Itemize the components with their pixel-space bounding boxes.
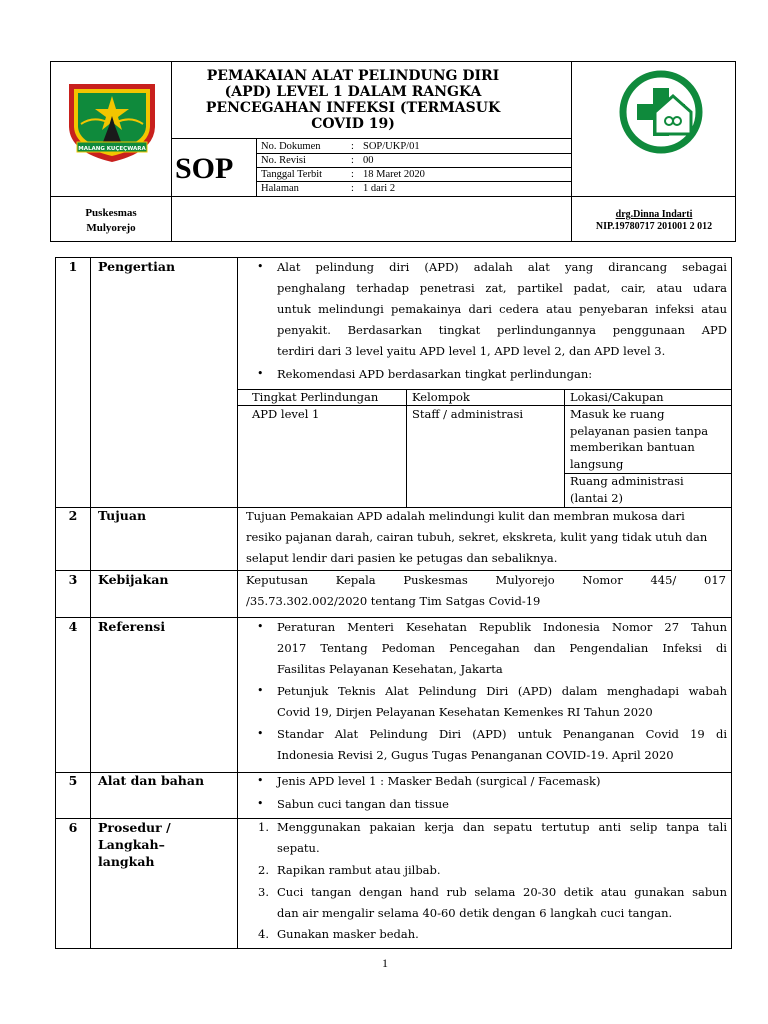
inner-table-cell: APD level 1 <box>252 407 320 421</box>
bullet: • <box>257 684 264 697</box>
label-line: Prosedur / <box>98 820 171 835</box>
section-label-tujuan: Tujuan <box>98 508 147 523</box>
section-label-alat-bahan: Alat dan bahan <box>98 773 205 788</box>
meta-key: No. Revisi <box>261 155 306 166</box>
reference-item <box>277 724 727 766</box>
paragraph-line: dan air mengalir selama 40-60 detik dengan 6 langkah cuci tangan. <box>277 906 673 920</box>
paragraph-line: penghalang terhadap penetrasi zat, partikel padat, cair, atau udara <box>277 281 727 295</box>
page-number: 1 <box>382 956 388 970</box>
section-label-prosedur <box>98 819 171 870</box>
city-logo-motto: MALANG KUÇEÇWARA <box>78 146 146 152</box>
meta-key: No. Dokumen <box>261 141 321 152</box>
pengertian-paragraph <box>277 257 727 362</box>
signer-nip: NIP.19780717 201001 2 012 <box>595 221 713 232</box>
meta-colon: : <box>351 155 354 166</box>
document-title <box>173 68 533 132</box>
puskesmas-logo <box>617 68 707 156</box>
bullet: • <box>257 774 264 787</box>
meta-key: Halaman <box>261 183 299 194</box>
tujuan-paragraph <box>246 506 726 569</box>
step-number: 3. <box>258 885 269 899</box>
paragraph-line: Fasilitas Pelayanan Kesehatan, Jakarta <box>277 662 503 676</box>
title-line: PENCEGAHAN INFEKSI (TERMASUK <box>205 100 501 116</box>
reference-item <box>277 681 727 723</box>
meta-value: 1 dari 2 <box>363 183 396 194</box>
inner-table-header: Tingkat Perlindungan <box>252 390 379 404</box>
section-number: 3 <box>68 572 78 587</box>
paragraph-line: Peraturan Menteri Kesehatan Republik Indonesia Nomor 27 Tahun <box>277 620 727 634</box>
cell-line: Ruang administrasi <box>570 474 684 488</box>
meta-key: Tanggal Terbit <box>261 169 323 180</box>
cell-line: pelayanan pasien tanpa <box>570 423 709 438</box>
header-divider <box>51 196 736 197</box>
sop-content-table <box>55 257 732 949</box>
paragraph-line: 2017 Tentang Pedoman Pencegahan dan Pengendalian Infeksi di <box>277 641 727 655</box>
section-number: 5 <box>68 773 78 788</box>
meta-row-revision <box>257 153 579 168</box>
inner-table-header: Lokasi/Cakupan <box>570 390 664 404</box>
meta-value: SOP/UKP/01 <box>363 141 420 152</box>
bullet: • <box>257 797 264 810</box>
paragraph-line: Indonesia Revisi 2, Gugus Tugas Penanganan COVID-19. April 2020 <box>277 748 674 762</box>
cell-line: langsung <box>570 456 624 471</box>
rekomendasi-text: Rekomendasi APD berdasarkan tingkat perlindungan: <box>277 367 593 381</box>
paragraph-line: Petunjuk Teknis Alat Pelindung Diri (APD) dalam menghadapi wabah <box>277 684 727 698</box>
signer-block <box>571 209 737 233</box>
section-number: 6 <box>68 820 78 835</box>
section-number: 1 <box>68 259 78 274</box>
section-label-referensi: Referensi <box>98 619 166 634</box>
procedure-step <box>277 817 727 859</box>
label-line: Langkah– <box>98 837 165 852</box>
paragraph-line: resiko pajanan darah, cairan tubuh, sekret, ekskreta, kulit yang tidak utuh dan <box>246 530 708 544</box>
meta-colon: : <box>351 169 354 180</box>
paragraph-line: selaput lendir dari pasien ke petugas dan sebaliknya. <box>246 551 558 565</box>
paragraph-line: sepatu. <box>277 841 320 855</box>
meta-row-document-number <box>257 139 579 154</box>
section-number: 4 <box>68 619 78 634</box>
reference-item <box>277 617 727 680</box>
procedure-step: Gunakan masker bedah. <box>277 927 419 941</box>
bullet: • <box>257 620 264 633</box>
tool-item: Jenis APD level 1 : Masker Bedah (surgical / Facemask) <box>277 774 601 788</box>
signer-name: drg.Dinna Indarti <box>615 209 693 220</box>
section-number: 2 <box>68 508 78 523</box>
paragraph-line: Standar Alat Pelindung Diri (APD) untuk Penanganan Covid 19 di <box>277 727 727 741</box>
org-line: Puskesmas <box>85 207 137 219</box>
city-logo <box>63 76 161 164</box>
header-divider <box>171 62 172 242</box>
meta-colon: : <box>351 141 354 152</box>
bullet: • <box>257 260 264 273</box>
step-number: 2. <box>258 863 269 877</box>
bullet: • <box>257 367 264 380</box>
paragraph-line: terdiri dari 3 level yaitu APD level 1, APD level 2, dan APD level 3. <box>277 344 666 358</box>
paragraph-line: Covid 19, Dirjen Pelayanan Kesehatan Kemenkes RI Tahun 2020 <box>277 705 653 719</box>
inner-table-divider <box>406 389 407 507</box>
title-line: (APD) LEVEL 1 DALAM RANGKA <box>224 84 482 100</box>
inner-table-cell <box>570 406 708 472</box>
meta-row-page <box>257 181 579 196</box>
meta-value: 18 Maret 2020 <box>363 169 425 180</box>
organization-name <box>51 206 171 236</box>
label-line: langkah <box>98 854 155 869</box>
bullet: • <box>257 727 264 740</box>
meta-colon: : <box>351 183 354 194</box>
paragraph-line: Tujuan Pemakaian APD adalah melindungi kulit dan membran mukosa dari <box>246 509 685 523</box>
paragraph-line: penyakit. Berdasarkan tingkat perlindungannya penggunaan APD <box>277 323 727 337</box>
kebijakan-paragraph <box>246 570 726 612</box>
sop-label: SOP <box>175 152 234 185</box>
title-line: COVID 19) <box>311 116 395 132</box>
section-label-pengertian: Pengertian <box>98 259 176 274</box>
cell-line: memberikan bantuan <box>570 440 695 454</box>
sop-header <box>50 61 736 242</box>
meta-value: 00 <box>363 155 374 166</box>
inner-table-header: Kelompok <box>412 390 470 404</box>
section-label-kebijakan: Kebijakan <box>98 572 169 587</box>
title-line: PEMAKAIAN ALAT PELINDUNG DIRI <box>206 68 500 84</box>
cell-line: (lantai 2) <box>570 490 624 505</box>
table-divider <box>90 258 91 948</box>
paragraph-line: Cuci tangan dengan hand rub selama 20-30 detik atau gunakan sabun <box>277 885 727 899</box>
org-line: Mulyorejo <box>86 222 136 234</box>
paragraph-line: Keputusan Kepala Puskesmas Mulyorejo Nomor 445/ 017 <box>246 573 726 587</box>
paragraph-line: untuk melindungi pemakainya dari cedera atau penyebaran infeksi atau <box>277 302 727 316</box>
step-number: 1. <box>258 820 269 834</box>
paragraph-line: Alat pelindung diri (APD) adalah alat yang dirancang sebagai <box>277 260 727 274</box>
procedure-step: Rapikan rambut atau jilbab. <box>277 863 441 877</box>
procedure-step <box>277 882 727 924</box>
paragraph-line: Menggunakan pakaian kerja dan sepatu tertutup anti selip tanpa tali <box>277 820 727 834</box>
inner-table-cell: Staff / administrasi <box>412 407 524 421</box>
inner-table-divider <box>564 389 565 507</box>
cell-line: Masuk ke ruang <box>570 407 665 421</box>
paragraph-line: /35.73.302.002/2020 tentang Tim Satgas Covid-19 <box>246 594 541 608</box>
meta-row-issue-date <box>257 167 579 182</box>
inner-table-cell <box>570 473 684 506</box>
step-number: 4. <box>258 927 269 941</box>
table-divider <box>237 258 238 948</box>
tool-item: Sabun cuci tangan dan tissue <box>277 797 449 811</box>
